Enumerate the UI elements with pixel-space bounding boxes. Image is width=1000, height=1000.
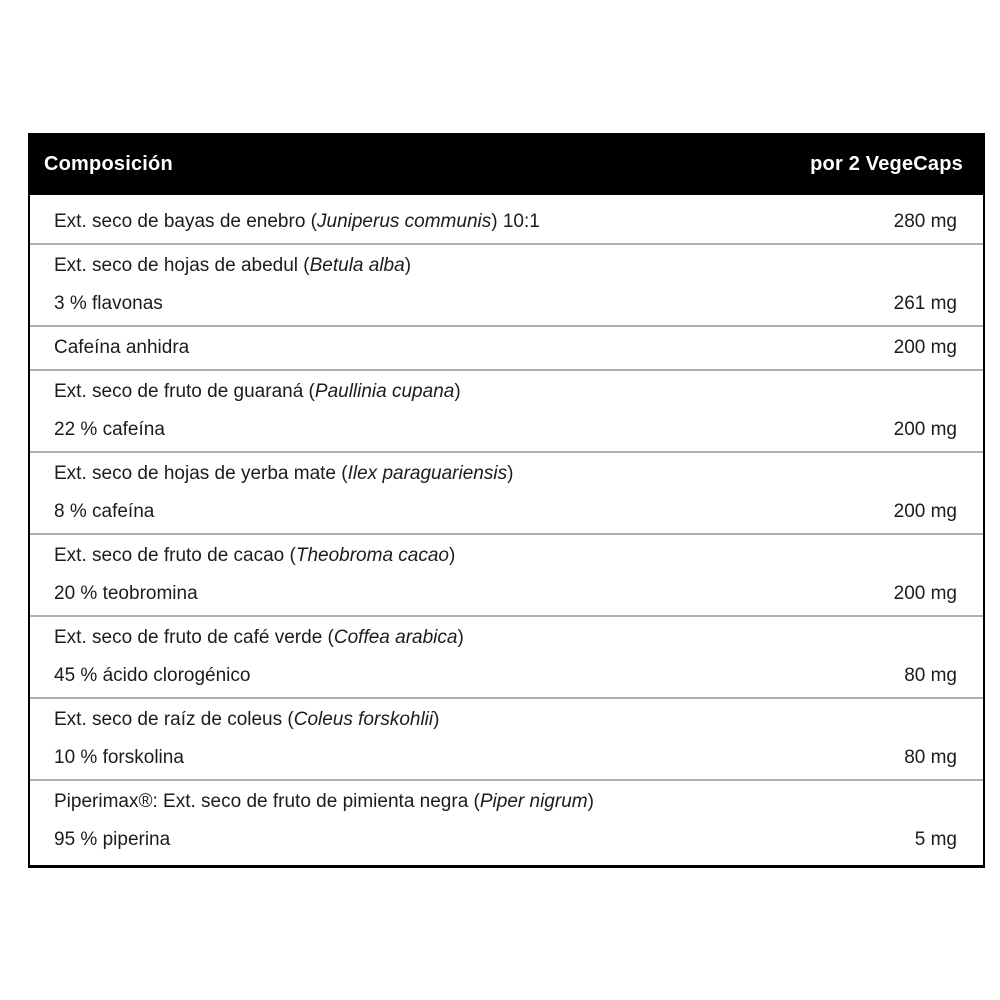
- row-line: [30, 821, 983, 859]
- composition-table: [28, 133, 985, 868]
- amount-text: 200 mg: [893, 501, 957, 522]
- ingredient-text: 8 % cafeína: [54, 501, 155, 522]
- ingredient-text: Ext. seco de fruto de cacao (Theobroma cacao): [54, 545, 456, 566]
- table-row: [30, 453, 983, 535]
- amount-text: 200 mg: [893, 419, 957, 440]
- row-line: [30, 739, 983, 777]
- table-row: [30, 245, 983, 327]
- ingredient-text: 10 % forskolina: [54, 747, 184, 768]
- row-line: [30, 493, 983, 531]
- ingredient-text: 95 % piperina: [54, 829, 171, 850]
- row-line: [30, 455, 983, 493]
- row-line: [30, 285, 983, 323]
- ingredient-text: 45 % ácido clorogénico: [54, 665, 251, 686]
- ingredient-text: Ext. seco de fruto de café verde (Coffea arabica): [54, 627, 464, 648]
- ingredient-text: 3 % flavonas: [54, 293, 163, 314]
- table-row: [30, 699, 983, 781]
- table-row: [30, 781, 983, 865]
- table-row: [30, 617, 983, 699]
- row-line: [30, 575, 983, 613]
- ingredient-text: 22 % cafeína: [54, 419, 165, 440]
- table-row: [30, 371, 983, 453]
- table-header: [28, 133, 985, 195]
- row-line: [30, 373, 983, 411]
- ingredient-text: Ext. seco de raíz de coleus (Coleus forskohlii): [54, 709, 440, 730]
- amount-text: 280 mg: [893, 211, 957, 232]
- amount-text: 261 mg: [893, 293, 957, 314]
- table-row: [30, 195, 983, 245]
- ingredient-text: Piperimax®: Ext. seco de fruto de pimienta negra (Piper nigrum): [54, 791, 594, 812]
- ingredient-text: Ext. seco de fruto de guaraná (Paullinia cupana): [54, 381, 461, 402]
- amount-text: 200 mg: [893, 337, 957, 358]
- ingredient-text: Ext. seco de hojas de abedul (Betula alba): [54, 255, 412, 276]
- amount-text: 80 mg: [904, 747, 957, 768]
- row-line: [30, 701, 983, 739]
- ingredient-text: 20 % teobromina: [54, 583, 198, 604]
- header-serving-label: por 2 VegeCaps: [810, 152, 963, 175]
- header-title: Composición: [44, 152, 173, 175]
- row-line: [30, 783, 983, 821]
- ingredient-text: Cafeína anhidra: [54, 337, 190, 358]
- ingredient-text: Ext. seco de hojas de yerba mate (Ilex paraguariensis): [54, 463, 514, 484]
- table-row: [30, 327, 983, 371]
- table-body: [28, 195, 985, 868]
- row-line: [30, 657, 983, 695]
- row-line: [30, 329, 983, 367]
- ingredient-text: Ext. seco de bayas de enebro (Juniperus communis) 10:1: [54, 211, 540, 232]
- amount-text: 200 mg: [893, 583, 957, 604]
- table-row: [30, 535, 983, 617]
- amount-text: 80 mg: [904, 665, 957, 686]
- row-line: [30, 411, 983, 449]
- row-line: [30, 247, 983, 285]
- amount-text: 5 mg: [914, 829, 957, 850]
- row-line: [30, 619, 983, 657]
- row-line: [30, 537, 983, 575]
- row-line: [30, 203, 983, 241]
